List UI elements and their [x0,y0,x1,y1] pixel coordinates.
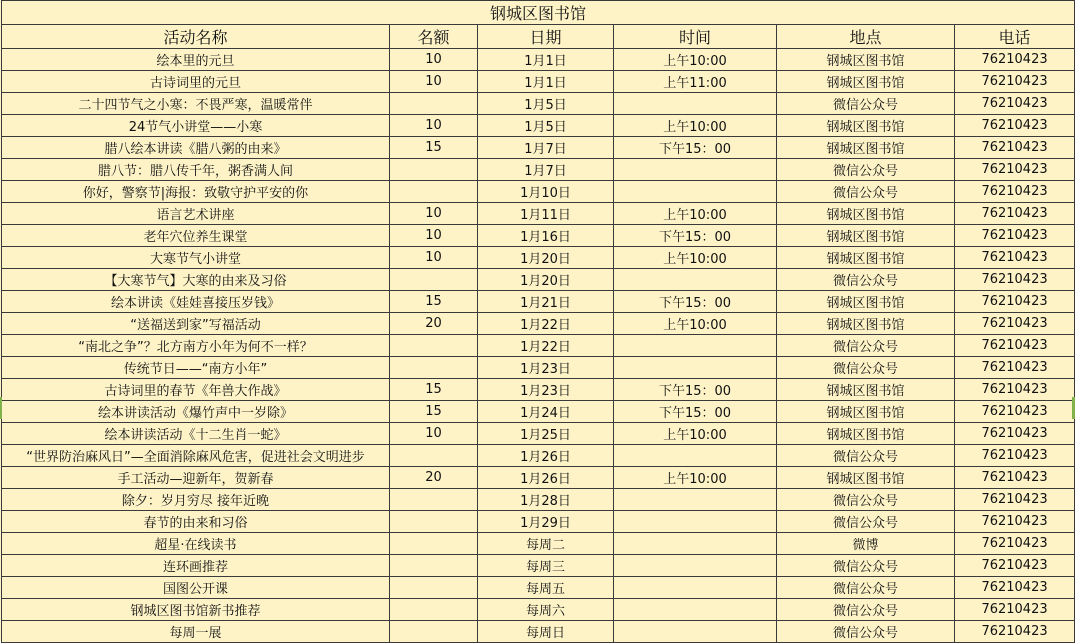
cell-quota[interactable] [390,335,478,357]
table-row [2,423,1075,445]
cell-time[interactable]: 下午15：00 [614,291,777,313]
cell-quota[interactable]: 10 [390,71,478,93]
header-cell-name[interactable]: 活动名称 [2,25,390,49]
table-row [2,401,1075,423]
table-row [2,599,1075,621]
cell-location[interactable]: 微信公众号 [777,511,955,533]
cell-date[interactable]: 1月5日 [478,115,614,137]
cell-quota[interactable] [390,511,478,533]
cell-location[interactable]: 钢城区图书馆 [777,203,955,225]
cell-time[interactable] [614,577,777,599]
cell-name[interactable]: “送福送到家”写福活动 [2,313,390,335]
cell-phone[interactable]: 76210423 [955,93,1075,115]
cell-phone[interactable]: 76210423 [955,159,1075,181]
cell-location[interactable]: 微信公众号 [777,621,955,643]
cell-quota[interactable] [390,489,478,511]
cell-location[interactable]: 钢城区图书馆 [777,247,955,269]
cell-location[interactable]: 微信公众号 [777,577,955,599]
cell-quota[interactable]: 15 [390,379,478,401]
table-row [2,489,1075,511]
table-row [2,71,1075,93]
cell-location[interactable]: 微信公众号 [777,269,955,291]
cell-time[interactable] [614,159,777,181]
cell-phone[interactable]: 76210423 [955,225,1075,247]
cell-time[interactable] [614,93,777,115]
cell-time[interactable]: 上午10:00 [614,203,777,225]
table-row [2,357,1075,379]
table-row [2,159,1075,181]
cell-phone[interactable]: 76210423 [955,203,1075,225]
cell-date[interactable]: 1月16日 [478,225,614,247]
cell-time[interactable] [614,269,777,291]
cell-phone[interactable]: 76210423 [955,71,1075,93]
cell-phone[interactable]: 76210423 [955,291,1075,313]
cell-time[interactable]: 上午10:00 [614,49,777,71]
cell-phone[interactable]: 76210423 [955,423,1075,445]
cell-time[interactable]: 上午10:00 [614,423,777,445]
cell-name[interactable]: 超星·在线读书 [2,533,390,555]
cell-location[interactable]: 钢城区图书馆 [777,467,955,489]
cell-time[interactable]: 下午15：00 [614,225,777,247]
row-selection-marker [0,397,2,419]
cell-location[interactable]: 钢城区图书馆 [777,115,955,137]
cell-name[interactable]: 大寒节气小讲堂 [2,247,390,269]
cell-date[interactable]: 1月10日 [478,181,614,203]
cell-name[interactable]: 二十四节气之小寒：不畏严寒，温暖常伴 [2,93,390,115]
cell-date[interactable]: 每周五 [478,577,614,599]
cell-location[interactable]: 微信公众号 [777,489,955,511]
cell-date[interactable]: 1月20日 [478,247,614,269]
cell-name[interactable]: 除夕：岁月穷尽 接年近晚 [2,489,390,511]
cell-location[interactable]: 微信公众号 [777,445,955,467]
cell-phone[interactable]: 76210423 [955,335,1075,357]
table-row [2,291,1075,313]
cell-name[interactable]: 连环画推荐 [2,555,390,577]
cell-time[interactable] [614,555,777,577]
cell-name[interactable]: 语言艺术讲座 [2,203,390,225]
cell-phone[interactable]: 76210423 [955,313,1075,335]
cell-name[interactable]: 古诗词里的春节《年兽大作战》 [2,379,390,401]
cell-phone[interactable]: 76210423 [955,511,1075,533]
cell-location[interactable]: 钢城区图书馆 [777,423,955,445]
cell-location[interactable]: 钢城区图书馆 [777,49,955,71]
cell-quota[interactable] [390,621,478,643]
cell-phone[interactable]: 76210423 [955,489,1075,511]
cell-name[interactable]: 【大寒节气】大寒的由来及习俗 [2,269,390,291]
cell-date[interactable]: 1月22日 [478,335,614,357]
cell-name[interactable]: 腊八节：腊八传千年，粥香满人间 [2,159,390,181]
cell-date[interactable]: 1月28日 [478,489,614,511]
cell-name[interactable]: 绘本讲读活动《爆竹声中一岁除》 [2,401,390,423]
cell-name[interactable]: “世界防治麻风日”—全面消除麻风危害，促进社会文明进步 [2,445,390,467]
cell-date[interactable]: 1月7日 [478,159,614,181]
cell-quota[interactable] [390,93,478,115]
cell-quota[interactable]: 10 [390,247,478,269]
table-row [2,115,1075,137]
cell-time[interactable]: 下午15：00 [614,401,777,423]
cell-quota[interactable]: 15 [390,137,478,159]
header-cell-location[interactable]: 地点 [777,25,955,49]
cell-phone[interactable]: 76210423 [955,533,1075,555]
cell-quota[interactable]: 15 [390,401,478,423]
cell-phone[interactable]: 76210423 [955,49,1075,71]
cell-phone[interactable]: 76210423 [955,357,1075,379]
table-row [2,467,1075,489]
cell-time[interactable]: 上午10:00 [614,247,777,269]
cell-time[interactable]: 上午10:00 [614,467,777,489]
cell-time[interactable]: 下午15：00 [614,137,777,159]
cell-location[interactable]: 钢城区图书馆 [777,71,955,93]
cell-location[interactable]: 微信公众号 [777,181,955,203]
cell-date[interactable]: 1月23日 [478,357,614,379]
cell-name[interactable]: 腊八绘本讲读《腊八粥的由来》 [2,137,390,159]
cell-phone[interactable]: 76210423 [955,467,1075,489]
table-row [2,181,1075,203]
cell-date[interactable]: 1月21日 [478,291,614,313]
cell-phone[interactable]: 76210423 [955,599,1075,621]
cell-date[interactable]: 1月26日 [478,445,614,467]
cell-date[interactable]: 1月7日 [478,137,614,159]
cell-location[interactable]: 钢城区图书馆 [777,137,955,159]
cell-time[interactable]: 上午11:00 [614,71,777,93]
table-row [2,445,1075,467]
header-cell-date[interactable]: 日期 [478,25,614,49]
cell-phone[interactable]: 76210423 [955,181,1075,203]
cell-name[interactable]: 春节的由来和习俗 [2,511,390,533]
table-title[interactable]: 钢城区图书馆 [2,1,1075,25]
cell-date[interactable]: 1月26日 [478,467,614,489]
cell-name[interactable]: 绘本讲读《娃娃喜接压岁钱》 [2,291,390,313]
cell-time[interactable] [614,445,777,467]
cell-date[interactable]: 1月23日 [478,379,614,401]
cell-quota[interactable] [390,445,478,467]
cell-phone[interactable]: 76210423 [955,379,1075,401]
cell-quota[interactable] [390,357,478,379]
cell-name[interactable]: 国图公开课 [2,577,390,599]
cell-location[interactable]: 微信公众号 [777,555,955,577]
cell-location[interactable]: 微博 [777,533,955,555]
cell-phone[interactable]: 76210423 [955,269,1075,291]
table-row [2,313,1075,335]
table-row [2,335,1075,357]
cell-time[interactable] [614,181,777,203]
table-row [2,93,1075,115]
cell-date[interactable]: 1月25日 [478,423,614,445]
cell-location[interactable]: 钢城区图书馆 [777,401,955,423]
cell-time[interactable]: 上午10:00 [614,313,777,335]
cell-name[interactable]: 传统节日——“南方小年” [2,357,390,379]
table-row [2,511,1075,533]
cell-time[interactable] [614,533,777,555]
cell-phone[interactable]: 76210423 [955,115,1075,137]
table-row [2,269,1075,291]
cell-time[interactable] [614,621,777,643]
cell-date[interactable]: 1月29日 [478,511,614,533]
table-row [2,225,1075,247]
cell-date[interactable]: 1月11日 [478,203,614,225]
cell-time[interactable] [614,599,777,621]
table-row [2,137,1075,159]
cell-name[interactable]: 古诗词里的元旦 [2,71,390,93]
cell-phone[interactable]: 76210423 [955,445,1075,467]
table-row [2,49,1075,71]
cell-date[interactable]: 每周二 [478,533,614,555]
cell-location[interactable]: 微信公众号 [777,159,955,181]
cell-date[interactable]: 1月5日 [478,93,614,115]
cell-phone[interactable]: 76210423 [955,137,1075,159]
cell-quota[interactable]: 10 [390,203,478,225]
cell-name[interactable]: 钢城区图书馆新书推荐 [2,599,390,621]
cell-quota[interactable] [390,269,478,291]
cell-location[interactable]: 微信公众号 [777,599,955,621]
cell-location[interactable]: 微信公众号 [777,93,955,115]
cell-location[interactable]: 钢城区图书馆 [777,291,955,313]
cell-quota[interactable]: 10 [390,115,478,137]
cell-quota[interactable] [390,181,478,203]
cell-time[interactable] [614,335,777,357]
cell-date[interactable]: 每周三 [478,555,614,577]
header-row [2,25,1075,49]
table-row [2,379,1075,401]
header-cell-phone[interactable]: 电话 [955,25,1075,49]
table-row [2,247,1075,269]
cell-name[interactable]: 24节气小讲堂——小寒 [2,115,390,137]
table-row [2,621,1075,643]
cell-phone[interactable]: 76210423 [955,401,1075,423]
header-cell-quota[interactable]: 名额 [390,25,478,49]
cell-quota[interactable]: 20 [390,467,478,489]
cell-quota[interactable]: 20 [390,313,478,335]
cell-quota[interactable]: 10 [390,423,478,445]
cell-name[interactable]: 绘本讲读活动《十二生肖一蛇》 [2,423,390,445]
table-row [2,577,1075,599]
cell-quota[interactable] [390,555,478,577]
cell-location[interactable]: 钢城区图书馆 [777,379,955,401]
cell-quota[interactable] [390,533,478,555]
cell-quota[interactable]: 10 [390,225,478,247]
cell-phone[interactable]: 76210423 [955,577,1075,599]
cell-date[interactable]: 每周日 [478,621,614,643]
cell-phone[interactable]: 76210423 [955,555,1075,577]
table-row [2,203,1075,225]
cell-date[interactable]: 1月24日 [478,401,614,423]
cell-name[interactable]: “南北之争”？北方南方小年为何不一样？ [2,335,390,357]
cell-time[interactable] [614,511,777,533]
cell-name[interactable]: 老年穴位养生课堂 [2,225,390,247]
cell-time[interactable] [614,357,777,379]
header-cell-time[interactable]: 时间 [614,25,777,49]
cell-quota[interactable]: 10 [390,49,478,71]
cell-quota[interactable]: 15 [390,291,478,313]
cell-date[interactable]: 1月1日 [478,49,614,71]
cell-name[interactable]: 手工活动—迎新年，贺新春 [2,467,390,489]
cell-name[interactable]: 绘本里的元旦 [2,49,390,71]
cell-quota[interactable] [390,599,478,621]
cell-location[interactable]: 微信公众号 [777,335,955,357]
cell-location[interactable]: 钢城区图书馆 [777,313,955,335]
cell-time[interactable]: 下午15：00 [614,379,777,401]
cell-date[interactable]: 1月1日 [478,71,614,93]
cell-date[interactable]: 每周六 [478,599,614,621]
cell-quota[interactable] [390,577,478,599]
cell-date[interactable]: 1月20日 [478,269,614,291]
cell-name[interactable]: 你好，警察节|海报：致敬守护平安的你 [2,181,390,203]
cell-phone[interactable]: 76210423 [955,247,1075,269]
cell-date[interactable]: 1月22日 [478,313,614,335]
table-row [2,533,1075,555]
cell-name[interactable]: 每周一展 [2,621,390,643]
activity-table [1,0,1075,643]
cell-location[interactable]: 微信公众号 [777,357,955,379]
cell-phone[interactable]: 76210423 [955,621,1075,643]
cell-time[interactable] [614,489,777,511]
cell-location[interactable]: 钢城区图书馆 [777,225,955,247]
cell-time[interactable]: 上午10:00 [614,115,777,137]
table-row [2,555,1075,577]
cell-quota[interactable] [390,159,478,181]
